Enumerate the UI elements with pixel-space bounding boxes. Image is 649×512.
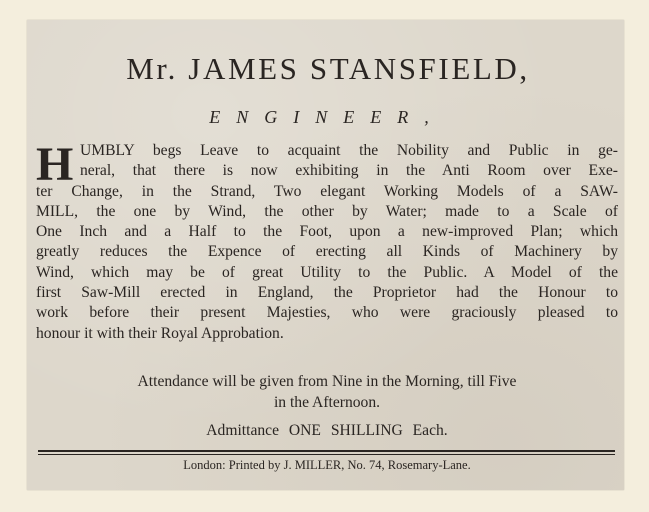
admittance-price: Admittance ONE SHILLING Each. (206, 422, 448, 439)
handbill-paper (27, 20, 624, 490)
advertiser-title: ENGINEER, (209, 107, 445, 127)
body-line: greatly reduces the Expence of erecting all Kinds of Machinery by (36, 243, 618, 261)
body-line: first Saw-Mill erected in England, the Proprietor had the Honour to (36, 284, 618, 302)
body-line: ter Change, in the Strand, Two elegant Working Models of a SAW- (36, 182, 618, 200)
body-line: One Inch and a Half to the Foot, upon a new-improved Plan; which (36, 223, 618, 241)
announcement-body (36, 138, 618, 344)
body-line: UMBLY begs Leave to acquaint the Nobility and Public in ge- (80, 142, 618, 159)
attendance-notice (57, 371, 597, 413)
divider-rule (38, 454, 615, 455)
advertiser-name: Mr. JAMES STANSFIELD, (126, 51, 530, 86)
attendance-line: Attendance will be given from Nine in the Morning, till Five (137, 373, 517, 390)
divider-rule (38, 450, 615, 452)
body-line: honour it with their Royal Approbation. (36, 324, 284, 342)
body-line: neral, that there is now exhibiting in the Anti Room over Exe- (80, 162, 618, 180)
body-line: MILL, the one by Wind, the other by Water; made to a Scale of (36, 202, 618, 220)
attendance-line: in the Afternoon. (273, 394, 381, 411)
printer-imprint: London: Printed by J. MILLER, No. 74, Rosemary-Lane. (183, 458, 471, 472)
body-line: work before their present Majesties, who were graciously pleased to (36, 304, 618, 322)
drop-cap: H (36, 138, 74, 191)
body-line: Wind, which may be of great Utility to the Public. A Model of the (36, 263, 618, 281)
